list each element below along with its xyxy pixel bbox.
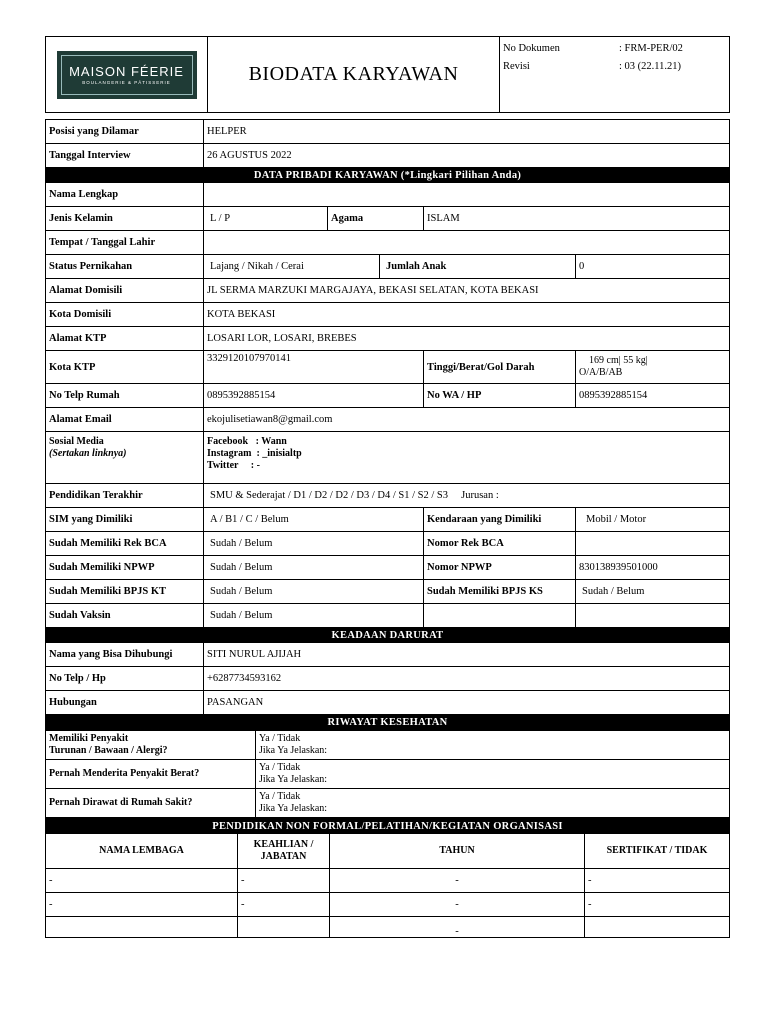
- emergency-phone-label: No Telp / Hp: [46, 667, 204, 691]
- non-formal-education-table: [45, 818, 730, 938]
- biodata-form: [45, 36, 729, 938]
- institution-cell[interactable]: -: [46, 869, 238, 893]
- license-value[interactable]: A / B1 / C / Belum: [204, 508, 424, 532]
- logo-subtitle: BOULANGERIE & PÂTISSERIE: [82, 80, 171, 85]
- column-header-expertise: KEAHLIAN / JABATAN: [238, 834, 330, 869]
- domicile-address-label: Alamat Domisili: [46, 279, 204, 303]
- bpjs-kt-label: Sudah Memiliki BPJS KT: [46, 580, 204, 604]
- document-meta: [500, 37, 730, 113]
- table-row: [46, 893, 730, 917]
- table-row: [46, 869, 730, 893]
- ktp-address-value[interactable]: LOSARI LOR, LOSARI, BREBES: [204, 327, 730, 351]
- table-row: [46, 917, 730, 938]
- social-media-label: Sosial Media (Sertakan linknya): [46, 432, 204, 484]
- year-cell[interactable]: -: [330, 917, 585, 938]
- full-name-label: Nama Lengkap: [46, 183, 204, 207]
- religion-label: Agama: [328, 207, 424, 231]
- domicile-address-value[interactable]: JL SERMA MARZUKI MARGAJAYA, BEKASI SELATAN, KOTA BEKASI: [204, 279, 730, 303]
- health-table: [45, 730, 730, 818]
- expertise-cell[interactable]: [238, 917, 330, 938]
- serious-illness-answer[interactable]: Ya / Tidak Jika Ya Jelaskan:: [256, 760, 730, 789]
- bpjs-ks-value[interactable]: Sudah / Belum: [576, 580, 730, 604]
- vaccine-extra-1[interactable]: [424, 604, 576, 628]
- bca-account-label: Sudah Memiliki Rek BCA: [46, 532, 204, 556]
- doc-number-label: No Dokumen: [503, 43, 560, 54]
- emergency-contact-value[interactable]: SITI NURUL AJIJAH: [204, 643, 730, 667]
- revision-value: : 03 (22.11.21): [619, 61, 682, 72]
- instagram-entry: Instagram : _inisialtp: [207, 448, 302, 459]
- whatsapp-value[interactable]: 0895392885154: [576, 384, 730, 408]
- institution-cell[interactable]: [46, 917, 238, 938]
- expertise-cell[interactable]: -: [238, 893, 330, 917]
- gender-value[interactable]: L / P: [204, 207, 328, 231]
- section-personal-data: DATA PRIBADI KARYAWAN (*Lingkari Pilihan Anda): [46, 168, 730, 183]
- hereditary-disease-answer[interactable]: Ya / Tidak Jika Ya Jelaskan:: [256, 731, 730, 760]
- license-label: SIM yang Dimiliki: [46, 508, 204, 532]
- interview-date-value[interactable]: 26 AGUSTUS 2022: [204, 144, 730, 168]
- doc-number-value: : FRM-PER/02: [619, 43, 683, 54]
- serious-illness-question: Pernah Menderita Penyakit Berat?: [46, 760, 256, 789]
- npwp-number-value[interactable]: 830138939501000: [576, 556, 730, 580]
- bpjs-ks-label: Sudah Memiliki BPJS KS: [424, 580, 576, 604]
- certificate-cell[interactable]: -: [585, 893, 730, 917]
- religion-value[interactable]: ISLAM: [424, 207, 730, 231]
- emergency-phone-value[interactable]: +6287734593162: [204, 667, 730, 691]
- section-health: RIWAYAT KESEHATAN: [46, 715, 730, 730]
- form-title: BIODATA KARYAWAN: [208, 37, 500, 113]
- relationship-value[interactable]: PASANGAN: [204, 691, 730, 715]
- full-name-value[interactable]: [204, 183, 730, 207]
- section-non-formal: PENDIDIKAN NON FORMAL/PELATIHAN/KEGIATAN ORGANISASI: [46, 819, 730, 834]
- institution-cell[interactable]: -: [46, 893, 238, 917]
- domicile-city-label: Kota Domisili: [46, 303, 204, 327]
- bpjs-kt-value[interactable]: Sudah / Belum: [204, 580, 424, 604]
- npwp-label: Sudah Memiliki NPWP: [46, 556, 204, 580]
- gender-label: Jenis Kelamin: [46, 207, 204, 231]
- ktp-city-label: Kota KTP: [46, 351, 204, 384]
- vehicle-value[interactable]: Mobil / Motor: [576, 508, 730, 532]
- bca-number-label: Nomor Rek BCA: [424, 532, 576, 556]
- vehicle-label: Kendaraan yang Dimiliki: [424, 508, 576, 532]
- marital-status-value[interactable]: Lajang / Nikah / Cerai: [204, 255, 380, 279]
- height-weight-blood-label: Tinggi/Berat/Gol Darah: [424, 351, 576, 384]
- company-logo: [57, 51, 197, 99]
- personal-data-table: [45, 119, 730, 730]
- certificate-cell[interactable]: -: [585, 869, 730, 893]
- relationship-label: Hubungan: [46, 691, 204, 715]
- certificate-cell[interactable]: [585, 917, 730, 938]
- revision-label: Revisi: [503, 61, 530, 72]
- home-phone-label: No Telp Rumah: [46, 384, 204, 408]
- height-weight-blood-value[interactable]: 169 cm| 55 kg| O/A/B/AB: [576, 351, 730, 384]
- year-cell[interactable]: -: [330, 893, 585, 917]
- column-header-year: TAHUN: [330, 834, 585, 869]
- vaccine-label: Sudah Vaksin: [46, 604, 204, 628]
- education-value[interactable]: SMU & Sederajat / D1 / D2 / D2 / D3 / D4 / S1 / S2 / S3 Jurusan :: [204, 484, 730, 508]
- npwp-number-label: Nomor NPWP: [424, 556, 576, 580]
- marital-status-label: Status Pernikahan: [46, 255, 204, 279]
- bca-number-value[interactable]: [576, 532, 730, 556]
- logo-cell: [46, 37, 208, 113]
- children-count-value[interactable]: 0: [576, 255, 730, 279]
- twitter-entry: Twitter : -: [207, 460, 260, 471]
- expertise-cell[interactable]: -: [238, 869, 330, 893]
- facebook-entry: Facebook : Wann: [207, 436, 287, 447]
- whatsapp-label: No WA / HP: [424, 384, 576, 408]
- children-count-label: Jumlah Anak: [380, 255, 576, 279]
- logo-name: MAISON FÉERIE: [69, 64, 184, 79]
- section-emergency: KEADAAN DARURAT: [46, 628, 730, 643]
- year-cell[interactable]: -: [330, 869, 585, 893]
- ktp-city-value[interactable]: 3329120107970141: [204, 351, 424, 384]
- interview-date-label: Tanggal Interview: [46, 144, 204, 168]
- column-header-certificate: SERTIFIKAT / TIDAK: [585, 834, 730, 869]
- position-value[interactable]: HELPER: [204, 120, 730, 144]
- column-header-institution: NAMA LEMBAGA: [46, 834, 238, 869]
- hereditary-disease-question: Memiliki Penyakit Turunan / Bawaan / Alergi?: [46, 731, 256, 760]
- vaccine-value[interactable]: Sudah / Belum: [204, 604, 424, 628]
- education-label: Pendidikan Terakhir: [46, 484, 204, 508]
- social-media-value[interactable]: [204, 432, 730, 484]
- home-phone-value[interactable]: 0895392885154: [204, 384, 424, 408]
- email-value[interactable]: ekojulisetiawan8@gmail.com: [204, 408, 730, 432]
- hospitalized-question: Pernah Dirawat di Rumah Sakit?: [46, 789, 256, 818]
- ktp-address-label: Alamat KTP: [46, 327, 204, 351]
- email-label: Alamat Email: [46, 408, 204, 432]
- social-media-note: (Sertakan linknya): [49, 448, 127, 459]
- npwp-value[interactable]: Sudah / Belum: [204, 556, 424, 580]
- position-label: Posisi yang Dilamar: [46, 120, 204, 144]
- birth-place-date-label: Tempat / Tanggal Lahir: [46, 231, 204, 255]
- emergency-contact-label: Nama yang Bisa Dihubungi: [46, 643, 204, 667]
- form-header: [45, 36, 730, 113]
- bca-account-value[interactable]: Sudah / Belum: [204, 532, 424, 556]
- vaccine-extra-2[interactable]: [576, 604, 730, 628]
- birth-place-date-value[interactable]: [204, 231, 730, 255]
- hospitalized-answer[interactable]: Ya / Tidak Jika Ya Jelaskan:: [256, 789, 730, 818]
- domicile-city-value[interactable]: KOTA BEKASI: [204, 303, 730, 327]
